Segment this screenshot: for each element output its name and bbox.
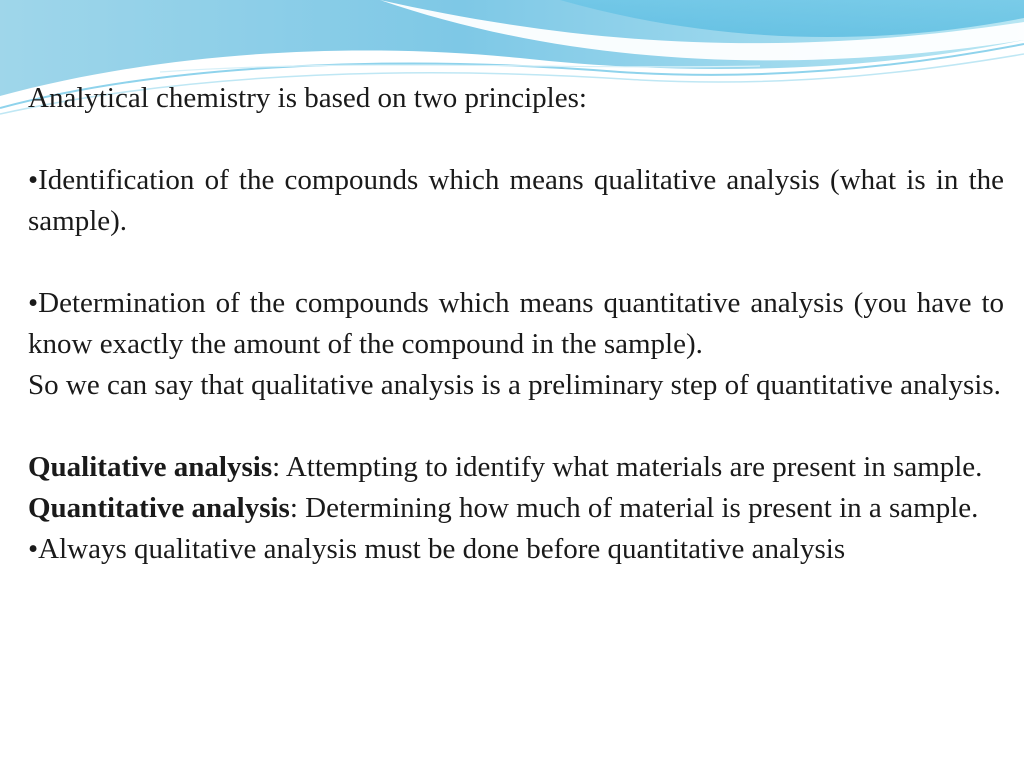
spacer bbox=[28, 119, 1004, 160]
qualitative-text: : Attempting to identify what materials are present in sample. bbox=[272, 451, 983, 483]
quantitative-term: Quantitative analysis bbox=[28, 492, 290, 524]
qualitative-definition bbox=[28, 447, 1004, 488]
qualitative-term: Qualitative analysis bbox=[28, 451, 273, 483]
bullet-always: •Always qualitative analysis must be done before quantitative analysis bbox=[28, 533, 846, 565]
spacer bbox=[28, 242, 1004, 283]
slide-body bbox=[28, 78, 1004, 570]
intro-text: Analytical chemistry is based on two principles: bbox=[28, 82, 587, 114]
bullet-determination: •Determination of the compounds which means quantitative analysis (you have to know exactly the amount of the compound in the sample). bbox=[28, 287, 1004, 360]
quantitative-text: : Determining how much of material is present in a sample. bbox=[289, 492, 979, 524]
spacer bbox=[28, 406, 1004, 447]
bullet-identification: •Identification of the compounds which means qualitative analysis (what is in the sample). bbox=[28, 164, 1004, 237]
note-text: So we can say that qualitative analysis is a preliminary step of quantitative analysis. bbox=[28, 369, 1001, 401]
quantitative-definition bbox=[28, 488, 1004, 529]
